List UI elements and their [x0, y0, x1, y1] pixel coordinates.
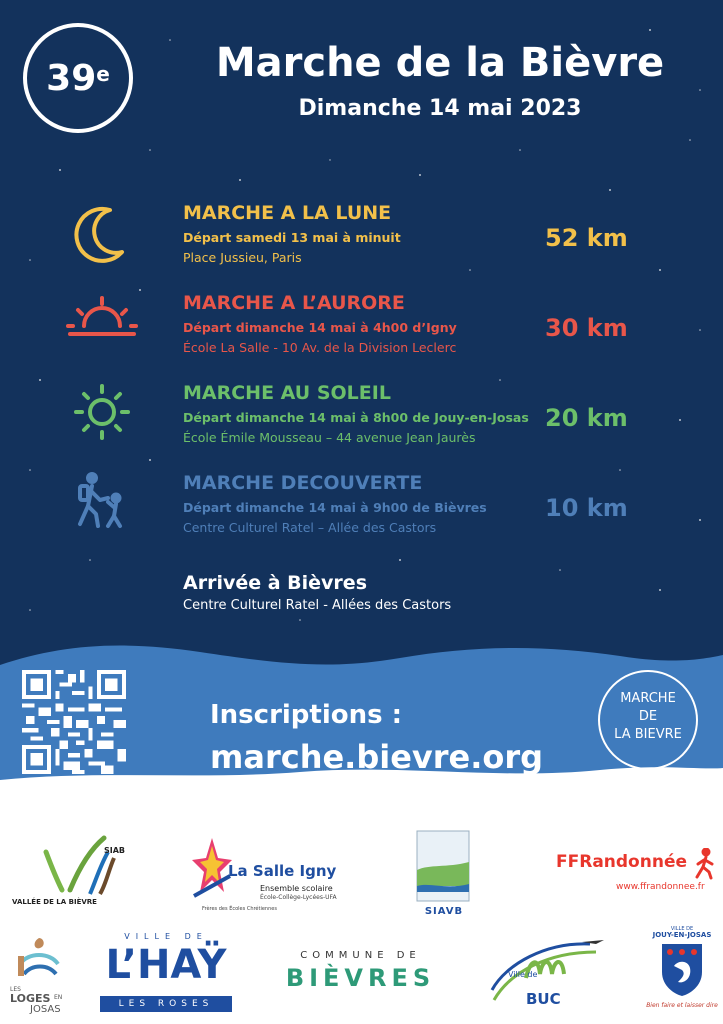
walk-name: MARCHE A L’AURORE [183, 292, 405, 314]
lhay-name: L’HAŸ [105, 942, 227, 988]
lhay-top: VILLE DE [124, 932, 208, 941]
walk-name: MARCHE AU SOLEIL [183, 382, 391, 404]
walk-distance: 20 km [545, 404, 628, 432]
lasalle-line-1: Ensemble scolaire [260, 884, 333, 893]
walker-icon [692, 848, 716, 880]
ffrandonnee-name: FFRandonnée [556, 852, 688, 872]
bievres-logo [278, 950, 443, 998]
walk-departure: Départ samedi 13 mai à minuit [183, 230, 401, 245]
registration-label: Inscriptions : [210, 700, 403, 730]
siab-mark-icon [12, 832, 132, 896]
edition-suffix: e [96, 62, 110, 86]
lasalle-line-2: École-Collège-Lycées-UFA [260, 894, 337, 901]
walk-place: École La Salle - 10 Av. de la Division Leclerc [183, 340, 457, 355]
jouy-logo [646, 926, 718, 1020]
walk-place: École Émile Mousseau – 44 avenue Jean Jaurès [183, 430, 476, 445]
siab-top: SIAB [104, 846, 126, 855]
arrival-place: Centre Culturel Ratel - Allées des Castors [183, 598, 452, 613]
lhay-bottom: LES ROSES [100, 996, 232, 1012]
ffrandonnee-logo [552, 852, 716, 902]
bievres-name: BIÈVRES [285, 964, 436, 992]
buc-line-2: BUC [526, 990, 561, 1008]
jouy-name: JOUY-EN-JOSAS [652, 931, 712, 939]
loges-logo [8, 934, 70, 1018]
jouy-motto: Bien faire et laisser dire [646, 1002, 718, 1009]
siavb-logo [416, 830, 472, 920]
event-date: Dimanche 14 mai 2023 [298, 96, 582, 121]
sunrise-icon [62, 292, 142, 362]
walk-discovery [0, 472, 723, 562]
walk-departure: Départ dimanche 14 mai à 4h00 d’Igny [183, 320, 457, 335]
arrival-title: Arrivée à Bièvres [183, 572, 367, 594]
siavb-name: SIAVB [424, 906, 464, 917]
hikers-icon [62, 472, 142, 542]
siab-bottom: VALLÉE DE LA BIÈVRE [12, 898, 97, 906]
registration-link[interactable]: marche.bievre.org [210, 738, 544, 776]
sun-icon [62, 382, 142, 452]
page-title: Marche de la Bièvre [215, 40, 665, 86]
lasalle-line-3: Frères des Écoles Chrétiennes [202, 906, 277, 912]
loges-line-3: EN [54, 994, 63, 1001]
walk-place: Place Jussieu, Paris [183, 250, 302, 265]
marche-bievre-logo [598, 670, 698, 770]
jouy-shield-icon [660, 942, 704, 998]
edition-badge [23, 23, 133, 133]
loges-emblem-icon [14, 934, 64, 984]
walk-place: Centre Culturel Ratel – Allée des Castors [183, 520, 437, 535]
bievres-top: COMMUNE DE [300, 950, 421, 961]
walk-sun [0, 382, 723, 472]
edition-number: 39 [46, 57, 97, 99]
walk-name: MARCHE DECOUVERTE [183, 472, 423, 494]
logo-line-2: DE [638, 709, 658, 724]
siab-logo [12, 832, 132, 912]
loges-line-1: LES [10, 986, 21, 993]
walk-distance: 52 km [545, 224, 628, 252]
walk-dawn [0, 292, 723, 382]
jouy-top: VILLE DE [670, 926, 694, 932]
qr-code[interactable] [22, 670, 126, 774]
walk-moon [0, 202, 723, 292]
logo-line-1: MARCHE [620, 691, 676, 706]
logo-line-3: LA BIEVRE [614, 727, 682, 742]
walk-departure: Départ dimanche 14 mai à 9h00 de Bièvres [183, 500, 487, 515]
walk-distance: 10 km [545, 494, 628, 522]
siavb-landscape-icon [416, 830, 470, 902]
walk-name: MARCHE A LA LUNE [183, 202, 392, 224]
loges-line-2: LOGES [10, 992, 51, 1005]
buc-line-1: Ville de [508, 970, 538, 979]
loges-line-4: JOSAS [30, 1004, 61, 1015]
walk-distance: 30 km [545, 314, 628, 342]
ffrandonnee-url[interactable]: www.ffrandonnee.fr [616, 882, 705, 892]
moon-icon [62, 202, 142, 272]
walk-departure: Départ dimanche 14 mai à 8h00 de Jouy-en-Josas [183, 410, 529, 425]
lhay-logo [100, 932, 232, 1012]
lasalle-name: La Salle Igny [228, 862, 337, 880]
lasalle-logo [190, 836, 340, 916]
buc-logo [486, 934, 608, 1018]
